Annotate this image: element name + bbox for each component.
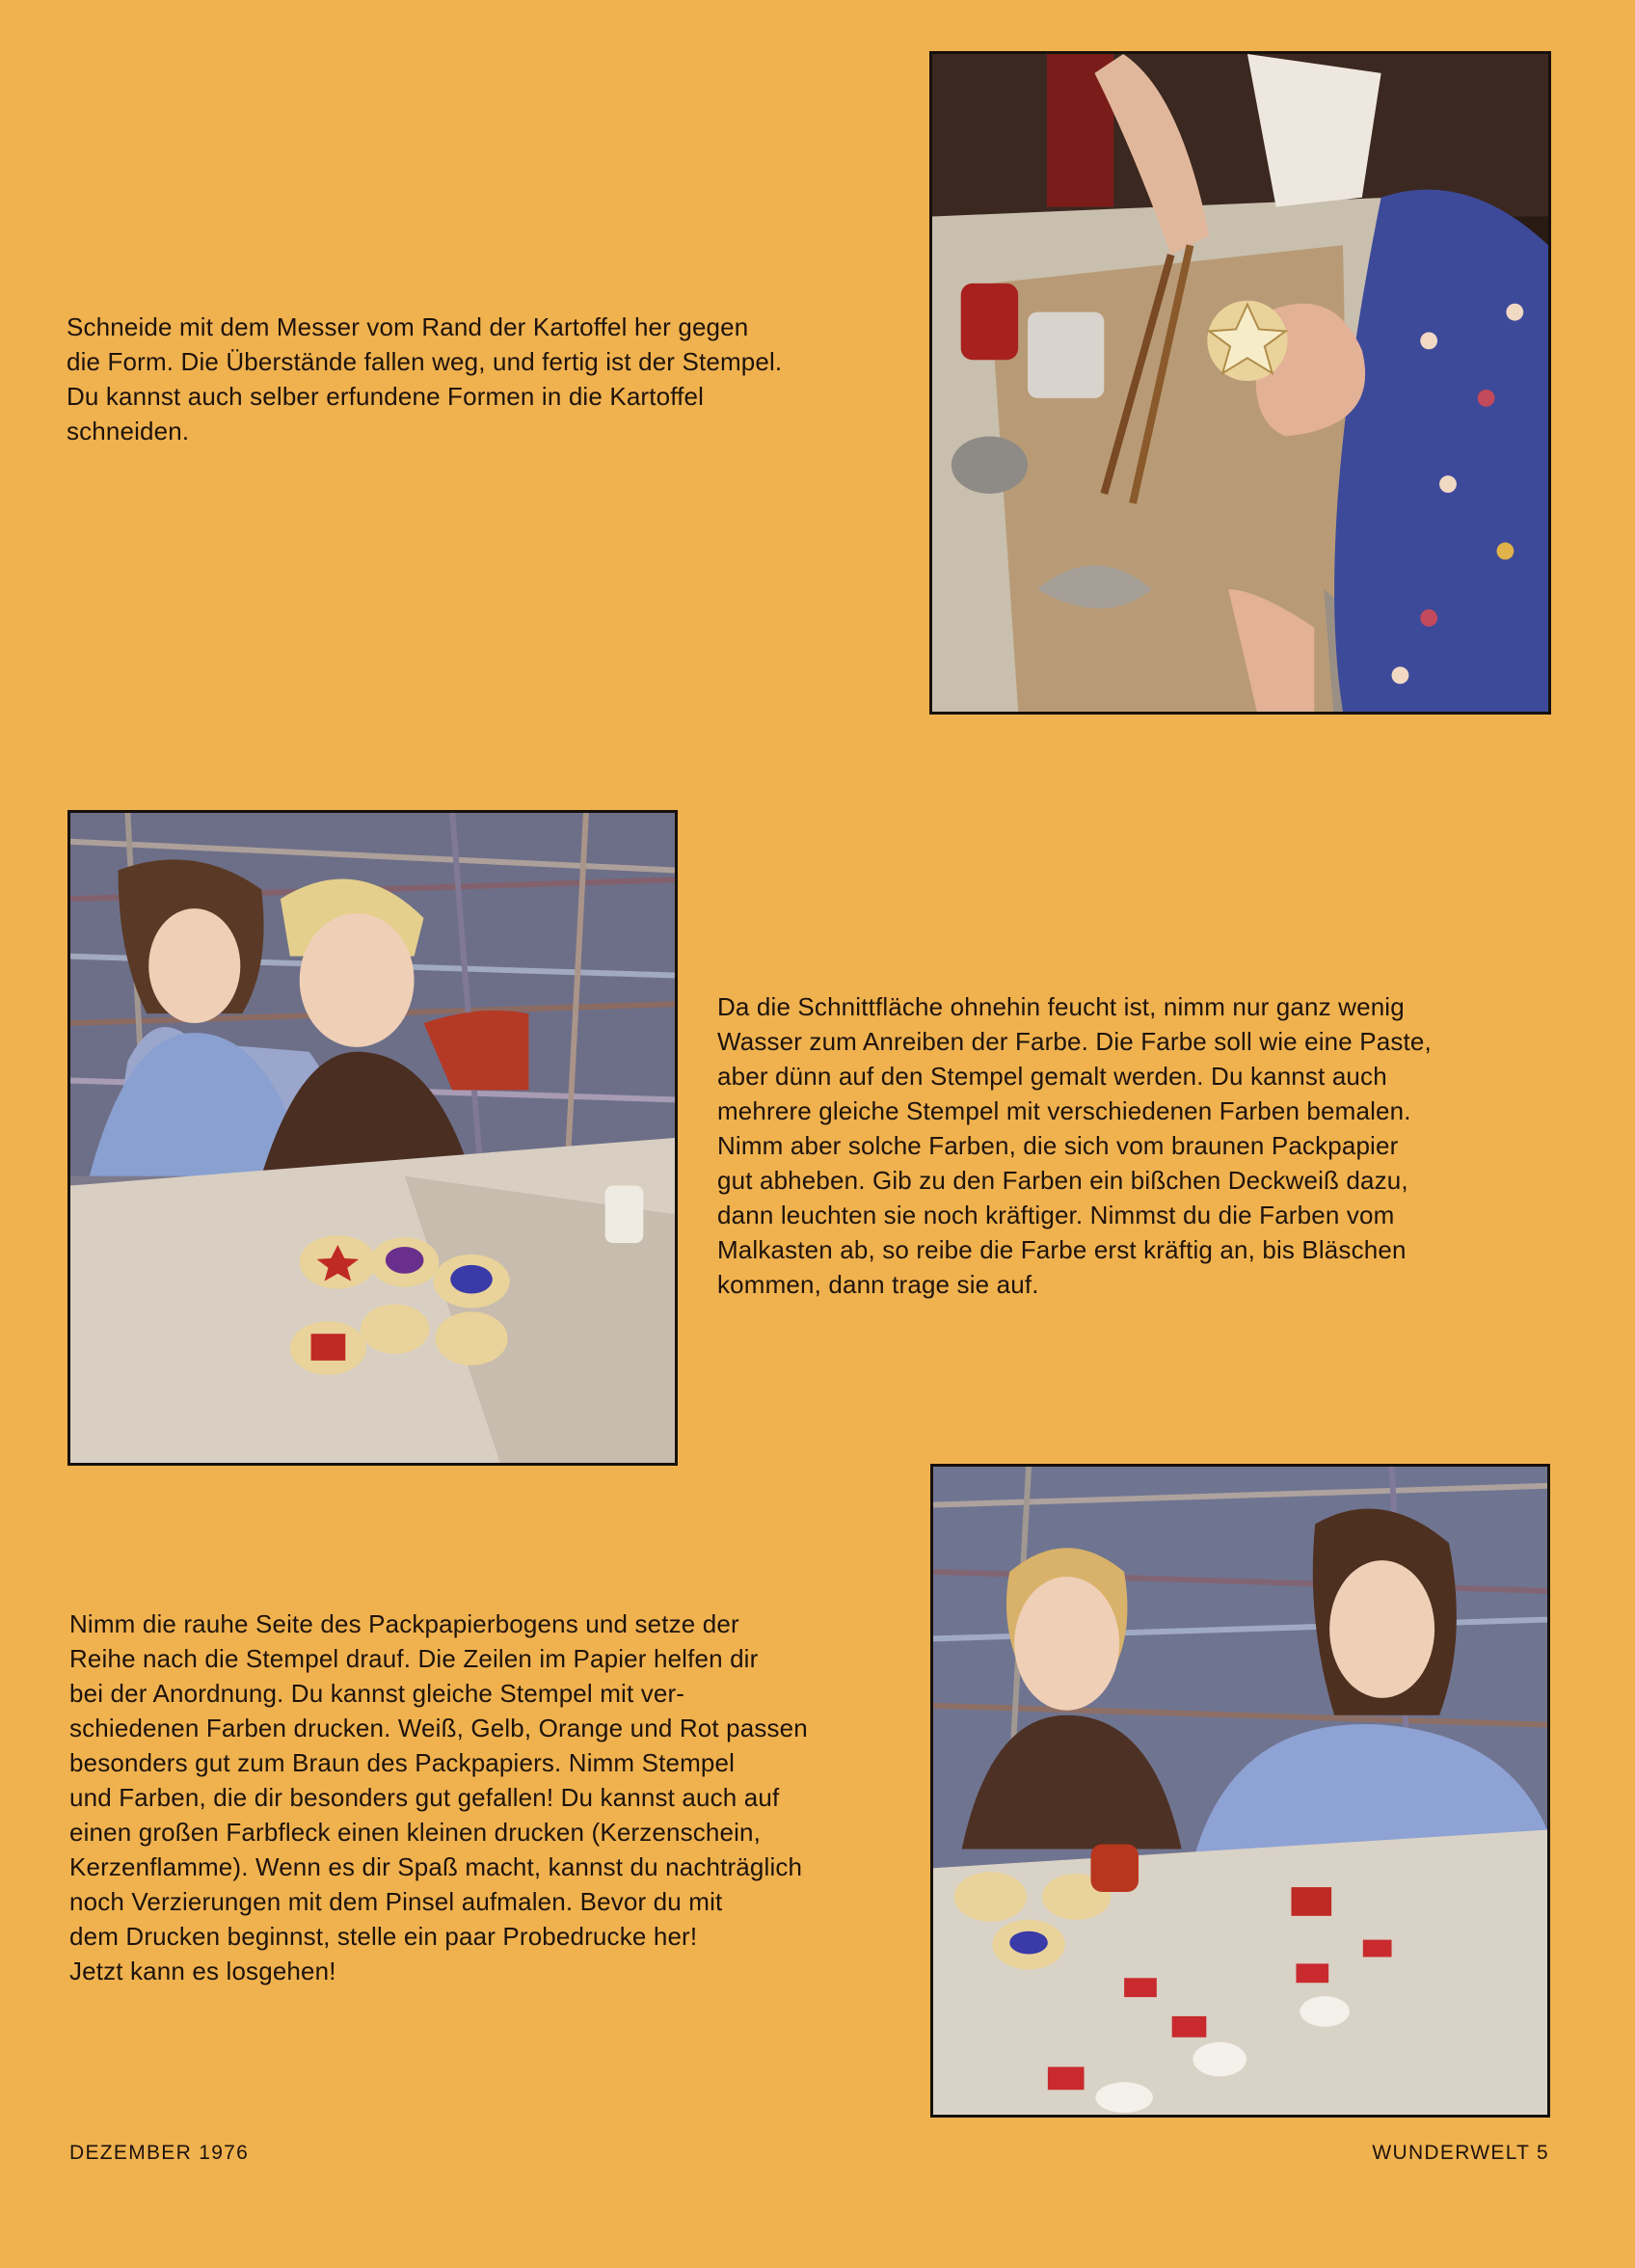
- text-line: bei der Anordnung. Du kannst gleiche Stempel mit ver-: [69, 1679, 685, 1708]
- text-line: schneiden.: [67, 417, 190, 446]
- text-line: Kerzenflamme). Wenn es dir Spaß macht, kannst du nachträglich: [69, 1852, 803, 1881]
- text-line: Schneide mit dem Messer vom Rand der Kartoffel her gegen: [67, 312, 749, 341]
- paragraph-cutting-instructions: [67, 310, 782, 448]
- photo-children-painting-stamps: [67, 810, 678, 1466]
- paragraph-painting-instructions: [717, 989, 1432, 1302]
- text-line: dem Drucken beginnst, stelle ein paar Probedrucke her!: [69, 1922, 698, 1951]
- photo-children-printing: [930, 1464, 1550, 2118]
- footer-page-label: WUNDERWELT 5: [1372, 2142, 1549, 2164]
- text-line: Wasser zum Anreiben der Farbe. Die Farbe soll wie eine Paste,: [717, 1027, 1432, 1056]
- text-line: schiedenen Farben drucken. Weiß, Gelb, Orange und Rot passen: [69, 1714, 808, 1742]
- text-line: die Form. Die Überstände fallen weg, und fertig ist der Stempel.: [67, 347, 783, 376]
- text-line: kommen, dann trage sie auf.: [717, 1270, 1039, 1299]
- text-line: Du kannst auch selber erfundene Formen in die Kartoffel: [67, 382, 705, 411]
- text-line: aber dünn auf den Stempel gemalt werden. Du kannst auch: [717, 1062, 1387, 1091]
- text-line: gut abheben. Gib zu den Farben ein bißchen Deckweiß dazu,: [717, 1166, 1408, 1195]
- paragraph-printing-instructions: [69, 1606, 808, 1988]
- footer-date: DEZEMBER 1976: [69, 2142, 250, 2164]
- text-line: Malkasten ab, so reibe die Farbe erst kräftig an, bis Bläschen: [717, 1235, 1407, 1264]
- photo-cutting-potato-stamp: [929, 51, 1551, 715]
- text-line: noch Verzierungen mit dem Pinsel aufmalen. Bevor du mit: [69, 1887, 723, 1916]
- text-line: einen großen Farbfleck einen kleinen drucken (Kerzenschein,: [69, 1818, 762, 1847]
- text-line: und Farben, die dir besonders gut gefallen! Du kannst auch auf: [69, 1783, 780, 1812]
- text-line: Reihe nach die Stempel drauf. Die Zeilen im Papier helfen dir: [69, 1644, 759, 1673]
- text-line: besonders gut zum Braun des Packpapiers. Nimm Stempel: [69, 1748, 736, 1777]
- text-line: Jetzt kann es losgehen!: [69, 1957, 336, 1985]
- text-line: dann leuchten sie noch kräftiger. Nimmst du die Farben vom: [717, 1201, 1395, 1229]
- text-line: Nimm aber solche Farben, die sich vom braunen Packpapier: [717, 1131, 1399, 1160]
- text-line: mehrere gleiche Stempel mit verschiedenen Farben bemalen.: [717, 1096, 1411, 1125]
- text-line: Da die Schnittfläche ohnehin feucht ist, nimm nur ganz wenig: [717, 992, 1405, 1021]
- text-line: Nimm die rauhe Seite des Packpapierbogens und setze der: [69, 1609, 739, 1638]
